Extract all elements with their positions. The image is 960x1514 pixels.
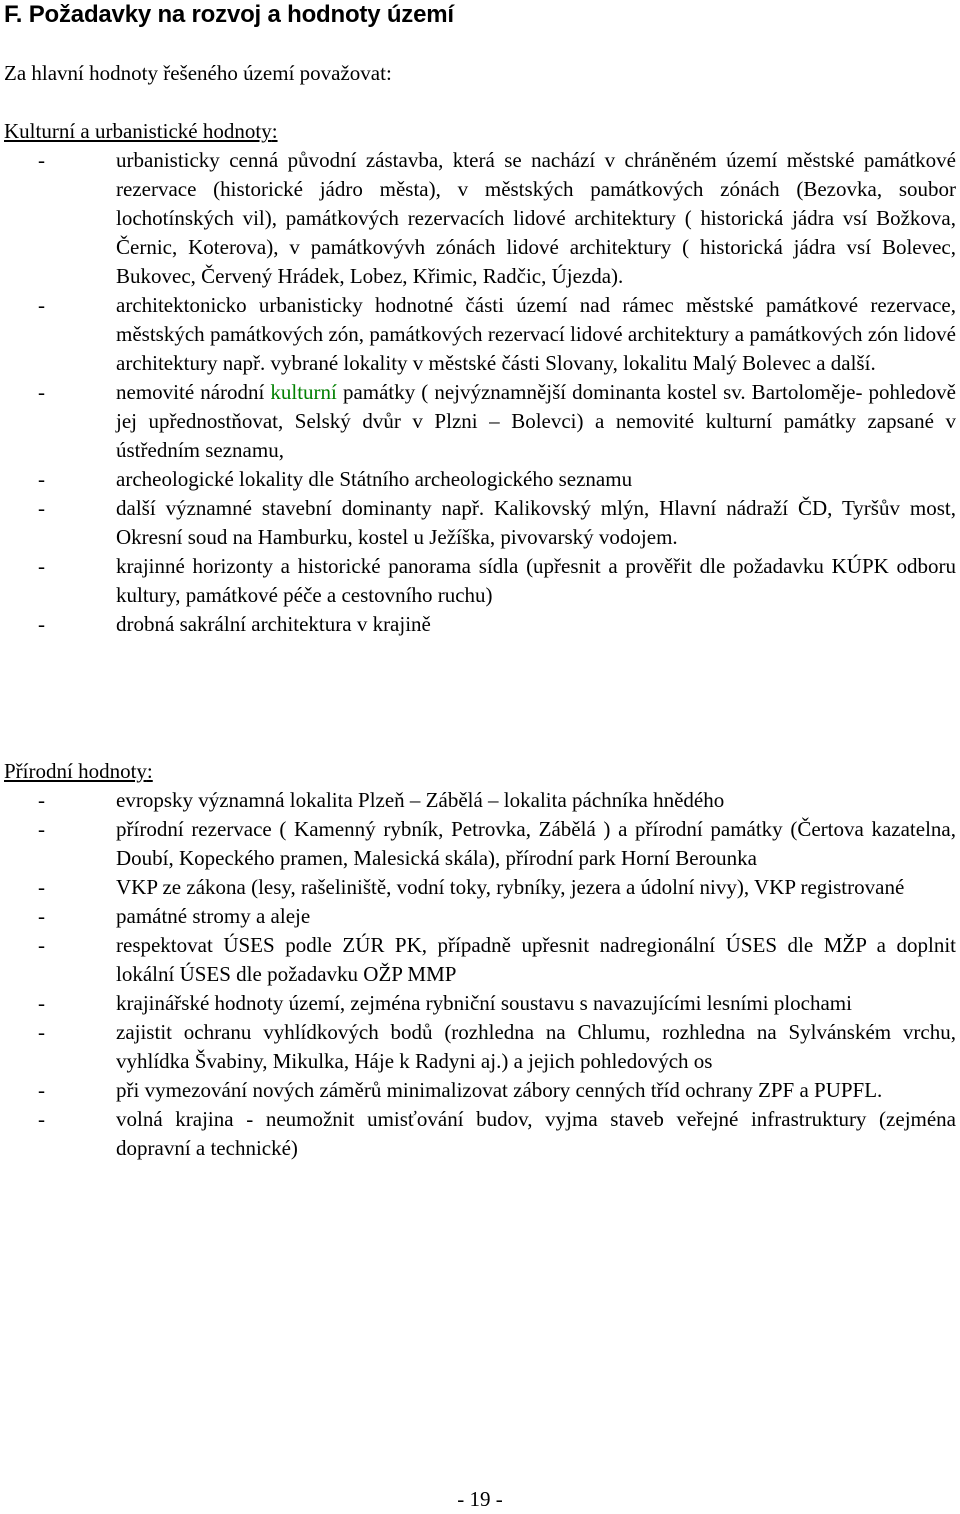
list-item: - památné stromy a aleje	[38, 904, 311, 928]
natural-values-list	[0, 786, 960, 1163]
list-item: - volná krajina - neumožnit umisťování budov, vyjma staveb veřejné infrastruktury (zejména dopravní a technické)	[38, 1107, 956, 1160]
list-item: - evropsky významná lokalita Plzeň – Zábělá – lokalita páchníka hnědého	[38, 788, 725, 812]
list-item: - VKP ze zákona (lesy, rašeliniště, vodní toky, rybníky, jezera a údolní nivy), VKP registrované	[38, 875, 905, 899]
list-item: - při vymezování nových záměrů minimalizovat zábory cenných tříd ochrany ZPF a PUPFL.	[38, 1078, 883, 1102]
list-item: - archeologické lokality dle Státního archeologického seznamu	[38, 467, 633, 491]
list-item: - architektonicko urbanisticky hodnotné části území nad rámec městské památkové rezervace, městských památkových zón, památkových rezervací lidové architektury a památkových zón lidové architektury např. vybrané lokality v městské části Slovany, lokalitu Malý Bolevec a další.	[38, 293, 956, 375]
cultural-values-list	[0, 146, 960, 639]
section-heading-natural: Přírodní hodnoty:	[4, 759, 153, 783]
page-number: - 19 -	[457, 1487, 503, 1511]
intro-text: Za hlavní hodnoty řešeného území považovat:	[4, 61, 392, 85]
section-heading-cultural-label: Kulturní a urbanistické hodnoty	[4, 119, 272, 143]
list-item: - přírodní rezervace ( Kamenný rybník, Petrovka, Zábělá ) a přírodní památky (Čertova kazatelna, Doubí, Kopeckého pramen, Malesická skála), přírodní park Horní Berounka	[38, 817, 956, 870]
list-item: - zajistit ochranu vyhlídkových bodů (rozhledna na Chlumu, rozhledna na Sylvánském vrchu, vyhlídka Švabiny, Mikulka, Háje k Radyni aj.) a jejich pohledových os	[38, 1020, 956, 1073]
list-item: - urbanisticky cenná původní zástavba, která se nachází v chráněném území městské památkové rezervace (historické jádro města), v městských památkových zónách (Bezovka, soubor lochotínských vil), památkových rezervacích lidové architektury ( historická jádra vsí Božkova, Černic, Koterova), v památkovývh zónách lidové architektury ( historická jádra vsí Bolevec, Bukovec, Červený Hrádek, Lobez, Křimic, Radčic, Újezda).	[38, 148, 956, 288]
list-item: - krajinářské hodnoty území, zejména rybniční soustavu s navazujícími lesními plochami	[38, 991, 852, 1015]
page-title: F. Požadavky na rozvoj a hodnoty území	[4, 1, 454, 28]
section-heading-cultural: Kulturní a urbanistické hodnoty:	[4, 119, 278, 143]
list-item: - krajinné horizonty a historické panorama sídla (upřesnit a prověřit dle požadavku KÚPK odboru kultury, památkové péče a cestovního ruchu)	[38, 554, 956, 607]
list-item: - další významné stavební dominanty např. Kalikovský mlýn, Hlavní nádraží ČD, Tyršův most, Okresní soud na Hamburku, kostel u Ježíška, pivovarský vodojem.	[38, 496, 956, 549]
list-item: - respektovat ÚSES podle ZÚR PK, případně upřesnit nadregionální ÚSES dle MŽP a doplnit lokální ÚSES dle požadavku OŽP MMP	[38, 933, 956, 986]
list-item: - nemovité národní kulturní památky ( nejvýznamnější dominanta kostel sv. Bartoloměje- pohledově jej upřednostňovat, Selský dvůr v Plzni – Bolevci) a nemovité kulturní památky zapsané v ústředním seznamu,	[38, 380, 956, 462]
section-heading-natural-label: Přírodní hodnoty	[4, 759, 147, 783]
highlighted-word: kulturní	[270, 380, 337, 404]
list-item: - drobná sakrální architektura v krajině	[38, 612, 431, 636]
